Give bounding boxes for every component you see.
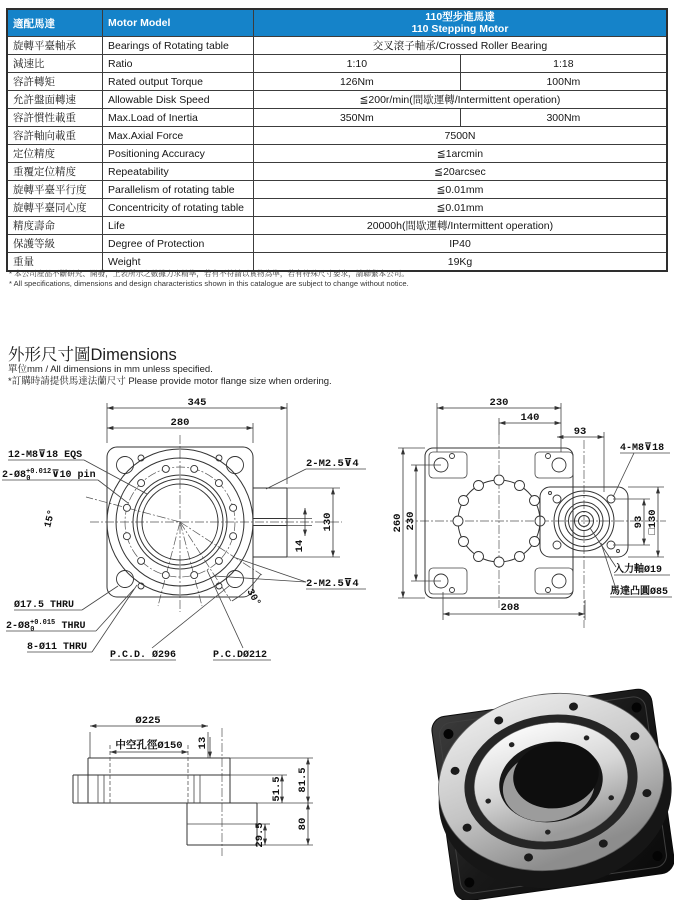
dim-225-label: Ø225	[135, 715, 161, 727]
model-zh: 110型步進馬達	[425, 10, 495, 23]
spec-value: 1:10	[254, 55, 461, 73]
spec-row	[7, 163, 667, 181]
model-en: 110 Stepping Motor	[411, 23, 509, 35]
spec-label-en: Concentricity of rotating table	[103, 199, 254, 217]
footnote-en: * All specifications, dimensions and design characteristics shown in this catalogue are subject to change without notice.	[9, 279, 409, 288]
spec-row	[7, 181, 667, 199]
dimension-drawings	[0, 395, 674, 900]
angle-30-label: 30°	[243, 587, 263, 609]
section-view-drawing	[73, 715, 313, 856]
spec-label-en: Max.Load of Inertia	[103, 109, 254, 127]
dim-29-5-label: 29.5	[254, 822, 266, 848]
spec-row	[7, 73, 667, 91]
front-pin-label: $2-Ø8^{+0.012}$ 0 ⊽10 pin	[2, 468, 96, 483]
spec-header-row	[7, 9, 667, 37]
spec-label-zh: 旋轉平臺同心度	[7, 199, 103, 217]
dim-345-label: 345	[187, 397, 207, 409]
spec-row	[7, 199, 667, 217]
spec-header-en: Motor Model	[103, 9, 254, 37]
spec-label-zh: 容許軸向載重	[7, 127, 103, 145]
spec-label-zh: 定位精度	[7, 145, 103, 163]
spec-label-zh: 保護等級	[7, 235, 103, 253]
spec-label-zh: 旋轉平臺平行度	[7, 181, 103, 199]
dimensions-units-note: 單位mm / All dimensions in mm unless specified.	[8, 364, 213, 375]
spec-value: ≦0.01mm	[254, 181, 668, 199]
spec-value: ≦20arcsec	[254, 163, 668, 181]
dim-51-5-label: 51.5	[271, 776, 283, 802]
bore-label: 中空孔徑Ø150	[115, 740, 183, 752]
dim-230-top-label: 230	[489, 397, 509, 409]
spec-row	[7, 145, 667, 163]
dim-140-label: 140	[520, 412, 540, 424]
dim-81-5-label: 81.5	[297, 767, 309, 793]
spec-value: 1:18	[460, 55, 667, 73]
side-4m8-label: 4-M8⊽18	[620, 443, 665, 454]
spec-label-en: Life	[103, 217, 254, 235]
spec-value: 20000h(間歇運轉/Intermittent operation)	[254, 217, 668, 235]
spec-value: 100Nm	[460, 73, 667, 91]
spec-label-en: Rated output Torque	[103, 73, 254, 91]
spec-value: ≦1arcmin	[254, 145, 668, 163]
motor-boss-label: 馬達凸圓Ø85	[610, 587, 669, 598]
spec-label-zh: 旋轉平臺軸承	[7, 37, 103, 55]
dim-93-right-label: 93	[633, 515, 645, 529]
spec-value: 交叉滾子軸承/Crossed Roller Bearing	[254, 37, 668, 55]
spec-label-zh: 重量	[7, 253, 103, 272]
dim-280-label: 280	[170, 417, 190, 429]
spec-header-zh: 適配馬達	[7, 9, 103, 37]
spec-label-en: Weight	[103, 253, 254, 272]
spec-label-en: Bearings of Rotating table	[103, 37, 254, 55]
spec-value: 350Nm	[254, 109, 461, 127]
spec-value: 7500N	[254, 127, 668, 145]
spec-label-en: Ratio	[103, 55, 254, 73]
dimensions-flange-note: *訂購時請提供馬達法蘭尺寸 Please provide motor flange size when ordering.	[8, 376, 332, 387]
spec-value: 19Kg	[254, 253, 668, 272]
side-view-drawing	[392, 397, 672, 628]
spec-row	[7, 91, 667, 109]
spec-row	[7, 235, 667, 253]
spec-label-zh: 重覆定位精度	[7, 163, 103, 181]
spec-label-en: Allowable Disk Speed	[103, 91, 254, 109]
spec-value: IP40	[254, 235, 668, 253]
dim-130-label: 130	[322, 512, 334, 532]
dim-208-label: 208	[500, 602, 520, 614]
spec-label-en: Max.Axial Force	[103, 127, 254, 145]
dim-230-left-label: 230	[405, 511, 417, 531]
spec-header-model	[254, 9, 668, 37]
dim-260-label: 260	[392, 513, 404, 533]
spec-label-en: Degree of Protection	[103, 235, 254, 253]
spec-label-zh: 精度壽命	[7, 217, 103, 235]
m25-top-label: 2-M2.5⊽4	[306, 458, 359, 470]
spec-value: ≦0.01mm	[254, 199, 668, 217]
spec-label-en: Repeatability	[103, 163, 254, 181]
spec-label-en: Positioning Accuracy	[103, 145, 254, 163]
spec-label-en: Parallelism of rotating table	[103, 181, 254, 199]
spec-value: 126Nm	[254, 73, 461, 91]
m25-bottom-label: 2-M2.5⊽4	[306, 578, 359, 590]
dim-130-square-label: □130	[647, 509, 659, 535]
thru-11-label: 8-Ø11 THRU	[27, 642, 88, 653]
spec-label-zh: 允許盤面轉速	[7, 91, 103, 109]
dimensions-title: 外形尺寸圖Dimensions	[8, 346, 177, 364]
spec-table	[6, 8, 668, 272]
dim-93-top-label: 93	[573, 426, 587, 438]
spec-label-zh: 容許轉矩	[7, 73, 103, 91]
angle-15-label: 15°	[43, 508, 59, 530]
spec-table-wrap	[6, 8, 668, 272]
spec-row	[7, 127, 667, 145]
pcd-212-label: P.C.DØ212	[213, 650, 268, 661]
spec-value: 300Nm	[460, 109, 667, 127]
front-view-drawing	[2, 397, 366, 661]
spec-label-zh: 容許慣性載重	[7, 109, 103, 127]
spec-label-zh: 減速比	[7, 55, 103, 73]
spec-value: ≦200r/min(間歇運轉/Intermittent operation)	[254, 91, 668, 109]
dim-80-label: 80	[297, 817, 309, 831]
product-photo	[424, 676, 674, 900]
dim-14-label: 14	[294, 539, 306, 553]
footnote-zh: * 本公司產品不斷研究、開發，上表所示之數據力求精準，若有不符請以實物為準，若有特殊尺寸要求，請聯繫本公司。	[9, 269, 409, 278]
thru-17-label: Ø17.5 THRU	[14, 600, 75, 611]
spec-row	[7, 37, 667, 55]
footnotes	[9, 269, 409, 289]
dim-13-label: 13	[197, 736, 209, 750]
thru-8-label: $2-Ø8^{+0.015}$ 0 THRU	[6, 619, 86, 634]
front-bolts-label: 12-M8⊽18 EQS	[8, 450, 83, 461]
spec-row	[7, 217, 667, 235]
spec-row	[7, 55, 667, 73]
spec-row	[7, 109, 667, 127]
input-shaft-label: 入力軸Ø19	[614, 565, 663, 576]
pcd-296-label: P.C.D. Ø296	[110, 650, 177, 661]
